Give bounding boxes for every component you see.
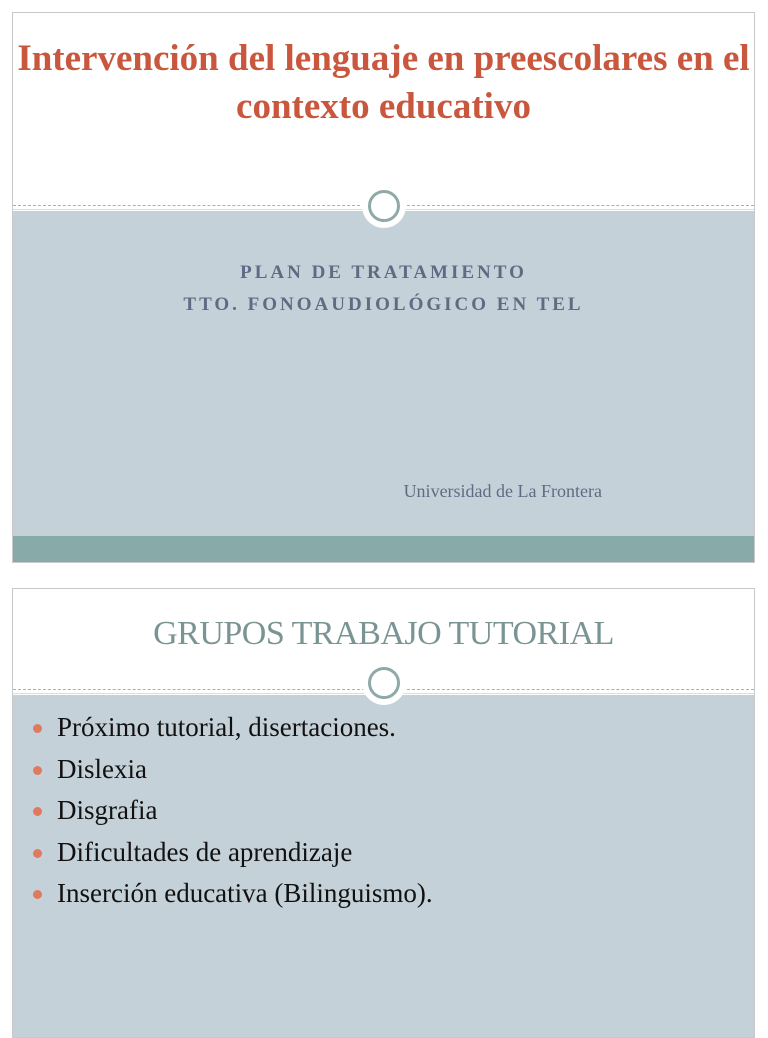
list-item-text: Dificultades de aprendizaje bbox=[57, 836, 353, 867]
slide-2 bbox=[12, 588, 755, 1038]
list-item-text: Próximo tutorial, disertaciones. bbox=[57, 712, 396, 742]
footer-band bbox=[13, 536, 754, 562]
section-title: GRUPOS TRABAJO TUTORIAL bbox=[153, 615, 614, 652]
subtitle-line-2: TTO. FONOAUDIOLÓGICO EN TEL bbox=[183, 294, 584, 315]
bullet-dot-icon bbox=[33, 849, 42, 858]
list-item bbox=[33, 749, 433, 791]
bullet-dot-icon bbox=[33, 724, 42, 733]
list-item bbox=[33, 790, 433, 832]
subtitle-area bbox=[13, 211, 754, 536]
bullet-dot-icon bbox=[33, 890, 42, 899]
list-item bbox=[33, 707, 433, 749]
subtitle-line-1: PLAN DE TRATAMIENTO bbox=[240, 262, 527, 283]
circle-ornament-icon bbox=[362, 661, 406, 705]
bullet-dot-icon bbox=[33, 766, 42, 775]
university-name: Universidad de La Frontera bbox=[403, 481, 602, 501]
list-item-text: Inserción educativa (Bilinguismo). bbox=[57, 878, 433, 908]
bullet-list bbox=[33, 707, 433, 915]
title-area bbox=[13, 13, 754, 206]
list-item-text: Dislexia bbox=[57, 753, 147, 784]
slide-1 bbox=[12, 12, 755, 563]
slide-title: Intervención del lenguaje en preescolares en el contexto educativo bbox=[17, 38, 750, 127]
circle-ornament-icon bbox=[362, 184, 406, 228]
list-item bbox=[33, 832, 433, 874]
list-item-text: Disgrafia bbox=[57, 795, 158, 825]
bullet-dot-icon bbox=[33, 807, 42, 816]
list-item bbox=[33, 873, 433, 915]
